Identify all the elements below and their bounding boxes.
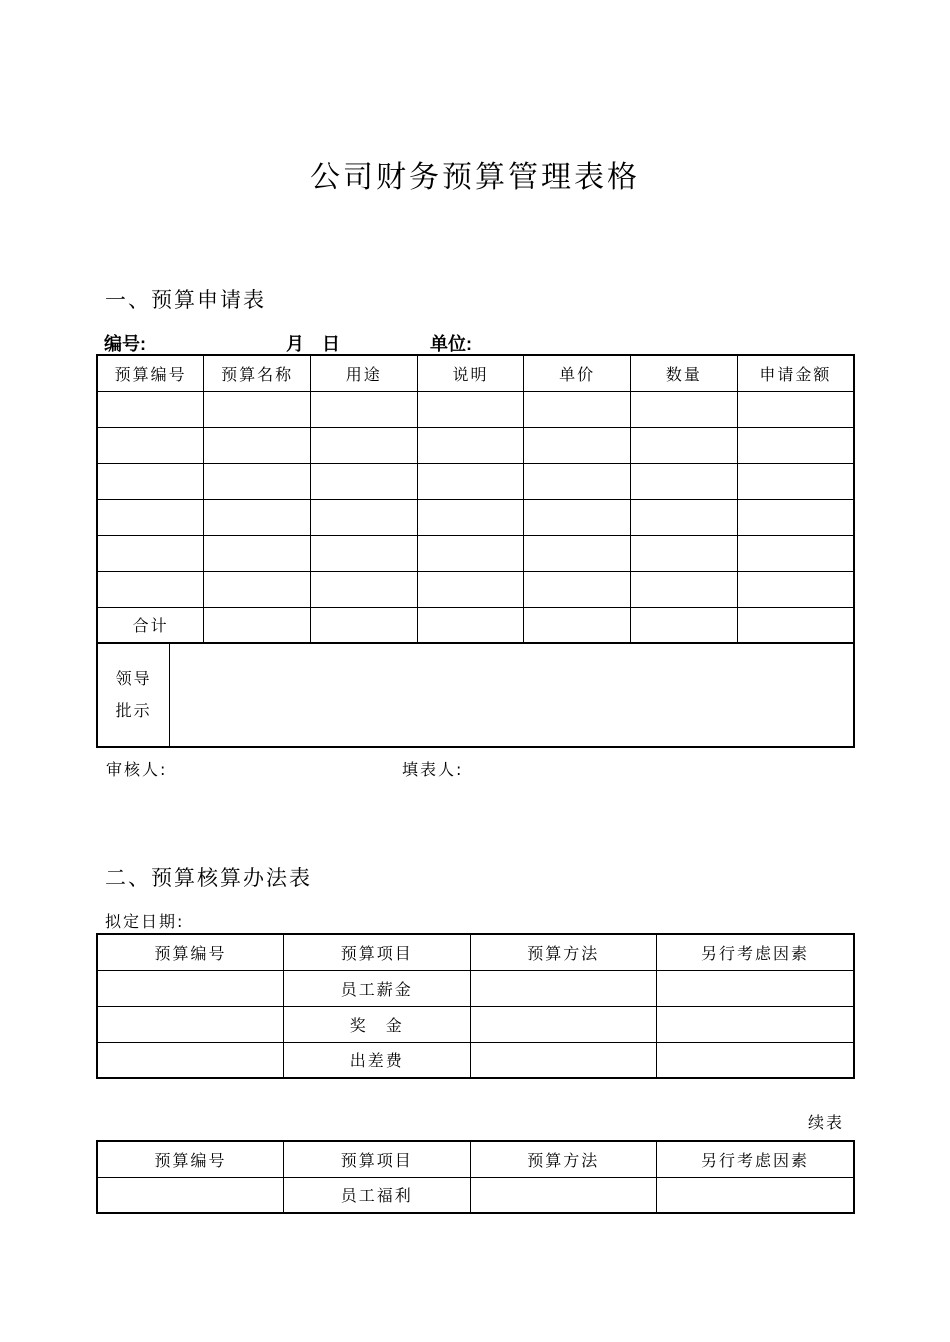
reviewer-label: 审核人:: [106, 760, 168, 779]
table-cell[interactable]: [204, 607, 311, 643]
table-header-row: [97, 1141, 854, 1177]
table-cell[interactable]: [657, 1042, 854, 1078]
table-header-row: [97, 934, 854, 970]
table-cell[interactable]: [97, 571, 204, 607]
table-cell[interactable]: [631, 391, 738, 427]
table-cell[interactable]: [417, 535, 524, 571]
budget-item: 出差费: [283, 1042, 470, 1078]
header-cell: 预算方法: [470, 1141, 657, 1177]
table-cell[interactable]: [417, 571, 524, 607]
day-label: 日: [322, 334, 340, 354]
table-cell[interactable]: [631, 607, 738, 643]
table-cell[interactable]: [204, 499, 311, 535]
table-row: [97, 463, 854, 499]
date-label: 拟定日期:: [105, 912, 185, 931]
id-label: 编号:: [104, 334, 146, 354]
table-cell[interactable]: [737, 499, 854, 535]
table-row: [97, 970, 854, 1006]
filler-label: 填表人:: [402, 760, 464, 779]
table-cell[interactable]: [97, 391, 204, 427]
table-cell[interactable]: [631, 571, 738, 607]
table-cell[interactable]: [417, 463, 524, 499]
table-cell[interactable]: [657, 1006, 854, 1042]
header-cell: 用途: [310, 355, 417, 391]
table-cell[interactable]: [417, 427, 524, 463]
table-cell[interactable]: [524, 427, 631, 463]
table-cell[interactable]: [97, 1042, 283, 1078]
header-cell: 预算项目: [283, 934, 470, 970]
table-cell[interactable]: [97, 535, 204, 571]
table-cell[interactable]: [737, 607, 854, 643]
approval-label-line2: 批示: [115, 700, 152, 720]
table-row: [97, 391, 854, 427]
header-cell: 说明: [417, 355, 524, 391]
header-cell: 预算编号: [97, 1141, 284, 1177]
header-cell: 单价: [524, 355, 631, 391]
table-cell[interactable]: [97, 1177, 284, 1213]
table-cell[interactable]: [737, 391, 854, 427]
budget-item: 奖 金: [283, 1006, 470, 1042]
table-row: [97, 1042, 854, 1078]
accounting-method-table: [96, 933, 855, 1079]
budget-item: 员工福利: [284, 1177, 471, 1213]
table-cell[interactable]: [524, 571, 631, 607]
table-cell[interactable]: [417, 499, 524, 535]
budget-item: 员工薪金: [283, 970, 470, 1006]
total-row: [97, 607, 854, 643]
table-cell[interactable]: [657, 1177, 855, 1213]
page-title: 公司财务预算管理表格: [310, 160, 640, 195]
header-cell: 预算项目: [284, 1141, 471, 1177]
table-cell[interactable]: [97, 970, 283, 1006]
table-cell[interactable]: [470, 1042, 656, 1078]
approval-label: [97, 644, 170, 747]
table-cell[interactable]: [737, 427, 854, 463]
table-cell[interactable]: [204, 463, 311, 499]
table-cell[interactable]: [310, 391, 417, 427]
table-row: [97, 1177, 854, 1213]
table-cell[interactable]: [204, 391, 311, 427]
table-cell[interactable]: [524, 463, 631, 499]
table-cell[interactable]: [204, 427, 311, 463]
table-cell[interactable]: [310, 427, 417, 463]
table-cell[interactable]: [417, 391, 524, 427]
table-cell[interactable]: [310, 463, 417, 499]
table-cell[interactable]: [631, 499, 738, 535]
continued-table: [96, 1140, 855, 1214]
table-cell[interactable]: [524, 499, 631, 535]
approval-content[interactable]: [170, 644, 854, 747]
section1-heading: 一、预算申请表: [105, 288, 266, 312]
header-cell: 预算方法: [470, 934, 656, 970]
table-cell[interactable]: [97, 427, 204, 463]
header-cell: 另行考虑因素: [657, 1141, 855, 1177]
table-cell[interactable]: [470, 970, 656, 1006]
table-cell[interactable]: [524, 607, 631, 643]
header-cell: 申请金额: [737, 355, 854, 391]
table-cell[interactable]: [631, 535, 738, 571]
table-cell[interactable]: [310, 607, 417, 643]
table-cell[interactable]: [470, 1177, 657, 1213]
table-cell[interactable]: [97, 1006, 283, 1042]
table-cell[interactable]: [204, 535, 311, 571]
table-cell[interactable]: [310, 571, 417, 607]
table-header-row: [97, 355, 854, 391]
table-row: [97, 571, 854, 607]
table-cell[interactable]: [524, 535, 631, 571]
table-cell[interactable]: [310, 535, 417, 571]
table-cell[interactable]: [524, 391, 631, 427]
table-cell[interactable]: [631, 463, 738, 499]
table-row: [97, 535, 854, 571]
unit-label: 单位:: [430, 334, 472, 354]
table-row: [97, 499, 854, 535]
table-cell[interactable]: [97, 499, 204, 535]
table-cell[interactable]: [657, 970, 854, 1006]
approval-box: [96, 643, 855, 748]
table-cell[interactable]: [310, 499, 417, 535]
table-cell[interactable]: [737, 571, 854, 607]
header-cell: 数量: [631, 355, 738, 391]
header-cell: 预算编号: [97, 355, 204, 391]
table-cell[interactable]: [737, 463, 854, 499]
total-label: 合计: [97, 607, 204, 643]
section2-heading: 二、预算核算办法表: [105, 866, 312, 890]
continued-label: 续表: [808, 1113, 845, 1132]
approval-label-line1: 领导: [115, 668, 152, 688]
table-cell[interactable]: [204, 571, 311, 607]
table-cell[interactable]: [417, 607, 524, 643]
header-cell: 预算名称: [204, 355, 311, 391]
month-label: 月: [286, 334, 304, 354]
budget-application-table: [96, 354, 855, 644]
table-row: [97, 427, 854, 463]
table-cell[interactable]: [470, 1006, 656, 1042]
table-row: [97, 1006, 854, 1042]
table-cell[interactable]: [97, 463, 204, 499]
table-cell[interactable]: [737, 535, 854, 571]
header-cell: 另行考虑因素: [657, 934, 854, 970]
header-cell: 预算编号: [97, 934, 283, 970]
table-cell[interactable]: [631, 427, 738, 463]
